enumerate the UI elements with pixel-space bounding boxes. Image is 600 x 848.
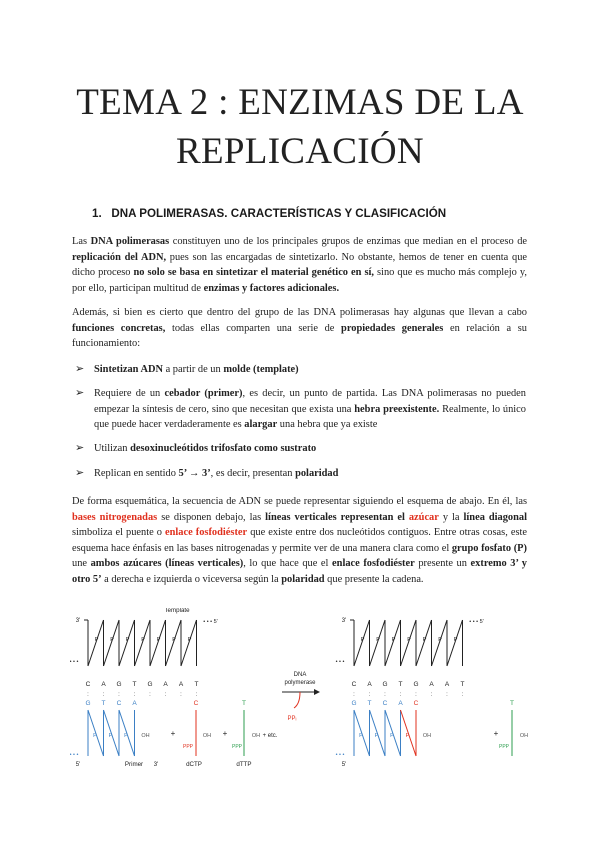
template-base: A [178, 681, 184, 688]
phosphodiester-line [354, 620, 370, 666]
phosphodiester-line [432, 620, 448, 666]
triphosphate-label: PPP [182, 744, 194, 750]
phosphate-label: P [93, 733, 97, 739]
figure-left-panel [70, 608, 278, 768]
base-pair-dots: : [118, 692, 120, 698]
triphosphate-label: PPP [498, 744, 510, 750]
base-pair-dots: : [430, 692, 433, 698]
base-pair-dots: : [195, 692, 198, 698]
phosphate-label: P [94, 637, 99, 643]
phosphodiester-line [135, 620, 151, 666]
base-pair-dots: : [415, 692, 417, 698]
page-title [0, 78, 600, 176]
paragraph-scheme: De forma esquemática, la secuencia de ADN se puede representar siguiendo el esquema de abajo. En él, las bases nitrogenadas se disponen debajo, las líneas verticales representan el azúcar y la línea diagonal simboliza el puente o enlace fosfodiéster que existe entre dos nucleótidos contiguos. Entre otras cosas, este esquema hace énfasis en las bases nitrogenadas y permite ver de una manera clara como el grupo fosfato (P) une ambos azúcares (líneas verticales), lo que hace que el enlace fosfodiéster presente un extremo 3’ y otro 5’ a derecha e izquierda o viceversa según la polaridad que presente la cadena. [72, 496, 528, 585]
five-prime-label: 5' [75, 762, 81, 768]
title-line-2: REPLICACIÓN [176, 131, 424, 172]
template-base: A [444, 681, 450, 688]
section-number: 1. [92, 207, 102, 220]
template-base: G [413, 681, 419, 688]
etc-label: + etc. [262, 733, 278, 739]
dctp-label: dCTP [186, 761, 202, 768]
primer-base: C [382, 700, 388, 707]
five-prime-label: • • • 5' [203, 619, 218, 625]
dttp-label: dTTP [236, 761, 252, 768]
hydroxyl-label: OH [202, 733, 212, 739]
phosphate-label: P [374, 733, 379, 739]
phosphodiester-line [416, 620, 432, 666]
list-item: ➢ Sintetizan ADN a partir de un molde (template) [94, 362, 526, 378]
phosphate-label: P [360, 637, 365, 643]
phosphate-label: P [124, 733, 128, 739]
template-dots: • • • [70, 659, 79, 665]
primer-label: Primer [124, 761, 144, 768]
base-pair-dots: : [384, 692, 386, 698]
template-base: G [116, 681, 122, 688]
phosphate-label: P [108, 733, 113, 739]
figure-right-panel [336, 618, 529, 768]
template-base: A [101, 681, 106, 688]
primer-dots: • • • [335, 752, 345, 758]
phosphate-label: P [359, 733, 363, 739]
template-base: T [194, 681, 199, 688]
base-pair-dots: : [180, 692, 182, 698]
triphosphate-label: PPP [231, 744, 243, 750]
template-base: T [132, 681, 137, 688]
primer-base: A [398, 700, 403, 707]
phosphodiester-line [119, 620, 135, 666]
primer-base: G [85, 700, 91, 707]
plus-sign: + [493, 729, 499, 738]
section-heading [92, 207, 446, 220]
phosphate-label: P [407, 637, 411, 643]
base-pair-dots: : [461, 692, 464, 698]
base-pair-dots: : [399, 692, 402, 698]
primer-base: G [351, 700, 357, 707]
phosphodiester-line [370, 620, 386, 666]
base-pair-dots: : [353, 692, 355, 698]
phosphodiester-line [88, 620, 104, 666]
phosphodiester-line [150, 620, 166, 666]
phosphate-label: P [110, 637, 114, 643]
phosphate-label: P [405, 733, 410, 739]
template-base: A [429, 681, 434, 688]
arrow-bullet-icon: ➢ [75, 442, 85, 454]
base-pair-dots: : [149, 692, 151, 698]
phosphate-label: P [156, 637, 161, 643]
template-base: C [351, 681, 357, 688]
hydroxyl-label: OH [141, 733, 150, 739]
template-base: T [460, 681, 465, 688]
incoming-base-t: T [242, 700, 246, 707]
hydroxyl-label: OH [251, 733, 261, 739]
arrow-bullet-icon: ➢ [75, 467, 85, 479]
primer-base: T [367, 700, 372, 707]
pyrophosphate-label: PPᵢ [287, 716, 297, 722]
phosphate-label: P [376, 637, 380, 643]
primer-base: A [132, 700, 137, 707]
plus-sign: + [222, 729, 228, 738]
phosphodiester-line [104, 620, 120, 666]
template-base: C [85, 681, 91, 688]
figure-enzyme-arrow [282, 672, 320, 722]
paragraph-intro: Las DNA polimerasas constituyen uno de los principales grupos de enzimas que median en el proceso de replicación del ADN, pues son las encargadas de sintetizarlo. No obstante, hemos de tener en cuenta que dicho proceso no solo se basa en sintetizar el material genético en sí, sino que es mucho más complejo y, por ello, participan multitud de enzimas y factores adicionales. [72, 236, 527, 294]
three-prime-label: 3' [75, 618, 81, 624]
phosphodiester-line [181, 620, 197, 666]
phosphate-label: P [422, 637, 427, 643]
three-prime-label: 3' [341, 618, 347, 624]
phosphodiester-line [447, 620, 463, 666]
phosphate-label: P [390, 733, 394, 739]
phosphate-label: P [453, 637, 458, 643]
phosphodiester-line [385, 620, 401, 666]
base-pair-dots: : [102, 692, 105, 698]
plus-sign: + [170, 729, 176, 738]
arrow-bullet-icon: ➢ [75, 387, 85, 399]
base-pair-dots: : [368, 692, 371, 698]
template-dots: • • • [335, 659, 345, 665]
five-prime-label: • • • 5' [469, 619, 484, 625]
list-item: ➢ Requiere de un cebador (primer), es decir, un punto de partida. Las DNA polimerasas no pueden empezar la síntesis de cero, sino que necesitan que exista una hebra preexistente. Realmente, lo único que puede hacer verdaderamente es alargar una hebra que ya existe [75, 387, 526, 431]
phosphate-label: P [172, 637, 176, 643]
base-pair-dots: : [164, 692, 167, 698]
template-base: G [382, 681, 388, 688]
base-pair-dots: : [446, 692, 448, 698]
three-prime-label: 3' [153, 762, 159, 768]
phosphate-label: P [141, 637, 145, 643]
arrow-bullet-icon: ➢ [75, 363, 85, 375]
phosphodiester-line [401, 620, 417, 666]
base-pair-dots: : [133, 692, 136, 698]
phosphate-label: P [438, 637, 442, 643]
incoming-base-c: C [193, 700, 199, 707]
template-base: T [398, 681, 403, 688]
hydroxyl-label: OH [519, 733, 529, 739]
template-label: Template [164, 608, 190, 614]
section-title: DNA POLIMERASAS. CARACTERÍSTICAS Y CLASIFICACIÓN [111, 207, 447, 220]
dna-replication-figure [70, 608, 530, 778]
arrow-head-icon [314, 689, 320, 695]
title-line-1: TEMA 2 : ENZIMAS DE LA [76, 82, 524, 123]
template-base: A [367, 681, 372, 688]
phosphodiester-line [166, 620, 182, 666]
paragraph-properties: Además, si bien es cierto que dentro del grupo de las DNA polimerasas hay algunas que llevan a cabo funciones concretas, todas ellas comparten una serie de propiedades generales en relación a su funcionamiento: [72, 307, 528, 350]
list-item: ➢ Utilizan desoxinucleótidos trifosfato como sustrato [94, 441, 526, 457]
primer-dots: • • • [70, 752, 79, 758]
incoming-base-t: T [510, 700, 514, 707]
template-base: A [163, 681, 168, 688]
five-prime-label: 5' [341, 762, 347, 768]
primer-base: C [413, 700, 419, 707]
phosphate-label: P [125, 637, 130, 643]
list-item: ➢ Replican en sentido 5’ → 3’, es decir, presentan polaridad [94, 466, 526, 482]
primer-base: C [116, 700, 122, 707]
hydroxyl-label: OH [422, 733, 432, 739]
base-pair-dots: : [87, 692, 89, 698]
primer-base: T [101, 700, 106, 707]
ppi-release-arrow [294, 692, 300, 708]
phosphate-label: P [187, 637, 192, 643]
enzyme-label: DNA [293, 672, 307, 678]
template-base: G [147, 681, 153, 688]
enzyme-label: polymerase [284, 680, 316, 686]
phosphate-label: P [391, 637, 396, 643]
